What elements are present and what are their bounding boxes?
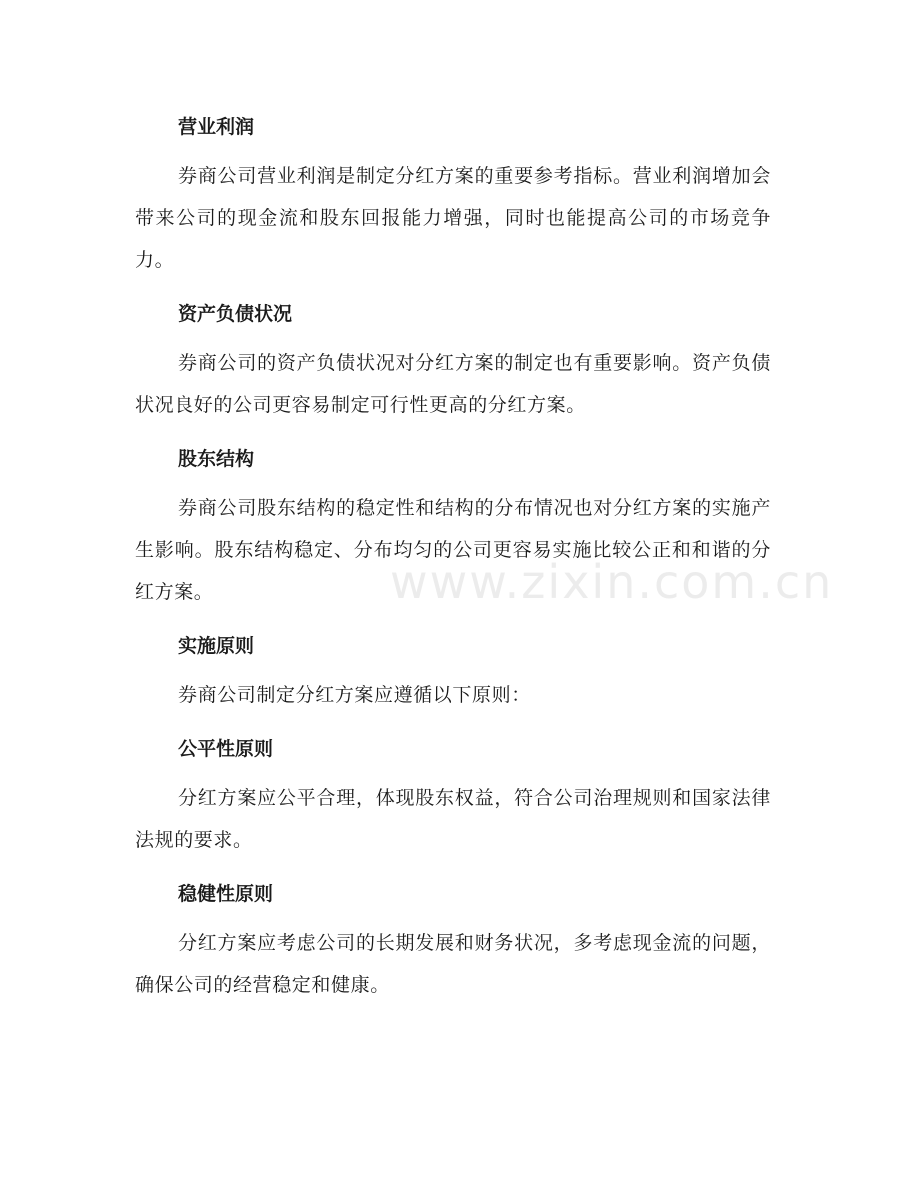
section-body: 分红方案应公平合理，体现股东权益，符合公司治理规则和国家法律法规的要求。 [135, 787, 771, 851]
section-prudence-principle [135, 875, 771, 1006]
section-body: 分红方案应考虑公司的长期发展和财务状况，多考虑现金流的问题，确保公司的经营稳定和健康。 [135, 932, 771, 996]
section-body: 券商公司营业利润是制定分红方案的重要参考指标。营业利润增加会带来公司的现金流和股东回报能力增强，同时也能提高公司的市场竞争力。 [135, 165, 771, 271]
section-implementation-principles [135, 627, 771, 716]
section-heading: 公平性原则 [178, 738, 274, 760]
section-body: 券商公司股东结构的稳定性和结构的分布情况也对分红方案的实施产生影响。股东结构稳定、分布均匀的公司更容易实施比较公正和和谐的分红方案。 [135, 497, 771, 603]
section-heading: 资产负债状况 [178, 303, 293, 325]
section-operating-profit [135, 108, 771, 281]
section-heading: 营业利润 [178, 116, 255, 138]
section-heading: 股东结构 [178, 448, 255, 470]
watermark: www.zixin.com.cn [390, 555, 834, 609]
section-shareholder-structure [135, 440, 771, 613]
section-fairness-principle [135, 730, 771, 861]
document-page [135, 108, 771, 1020]
section-body: 券商公司的资产负债状况对分红方案的制定也有重要影响。资产负债状况良好的公司更容易制定可行性更高的分红方案。 [135, 352, 771, 416]
section-heading: 实施原则 [178, 635, 255, 657]
section-heading: 稳健性原则 [178, 883, 274, 905]
section-body: 券商公司制定分红方案应遵循以下原则： [178, 684, 531, 706]
section-balance-sheet [135, 295, 771, 426]
